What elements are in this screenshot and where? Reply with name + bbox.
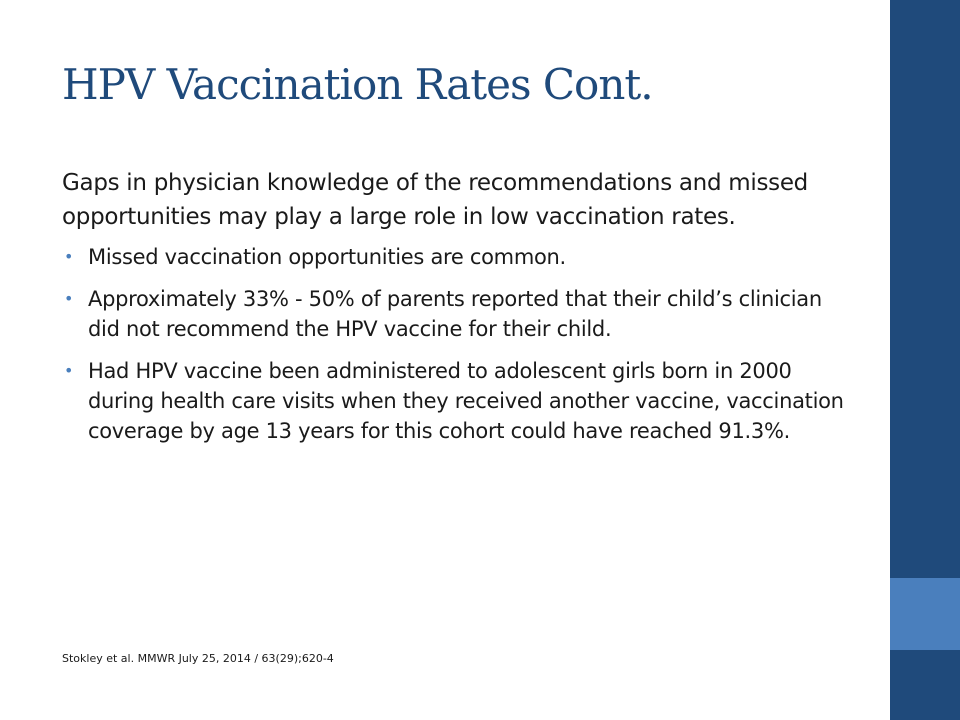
slide-body [62,166,862,458]
bullet-list [62,242,862,446]
slide-title: HPV Vaccination Rates Cont. [62,60,653,109]
bullet-text: Had HPV vaccine been administered to adolescent girls born in 2000 during health care visits when they received another vaccine, vaccination coverage by age 13 years for this cohort could have reached 91.3%. [88,359,844,443]
bullet-text: Missed vaccination opportunities are common. [88,245,566,269]
citation: Stokley et al. MMWR July 25, 2014 / 63(29);620-4 [62,652,334,665]
bullet-text: Approximately 33% - 50% of parents reported that their child’s clinician did not recommend the HPV vaccine for their child. [88,287,822,341]
sidebar-band-top [890,0,960,578]
bullet-dot-icon: • [64,361,74,380]
sidebar-band-middle [890,578,960,650]
bullet-item [62,356,858,446]
intro-paragraph: Gaps in physician knowledge of the recommendations and missed opportunities may play a large role in low vaccination rates. [62,170,808,230]
sidebar-band-bottom [890,650,960,720]
bullet-item [62,242,858,272]
sidebar-accent [890,0,960,720]
bullet-dot-icon: • [64,289,74,308]
bullet-item [62,284,858,344]
bullet-dot-icon: • [64,247,74,266]
